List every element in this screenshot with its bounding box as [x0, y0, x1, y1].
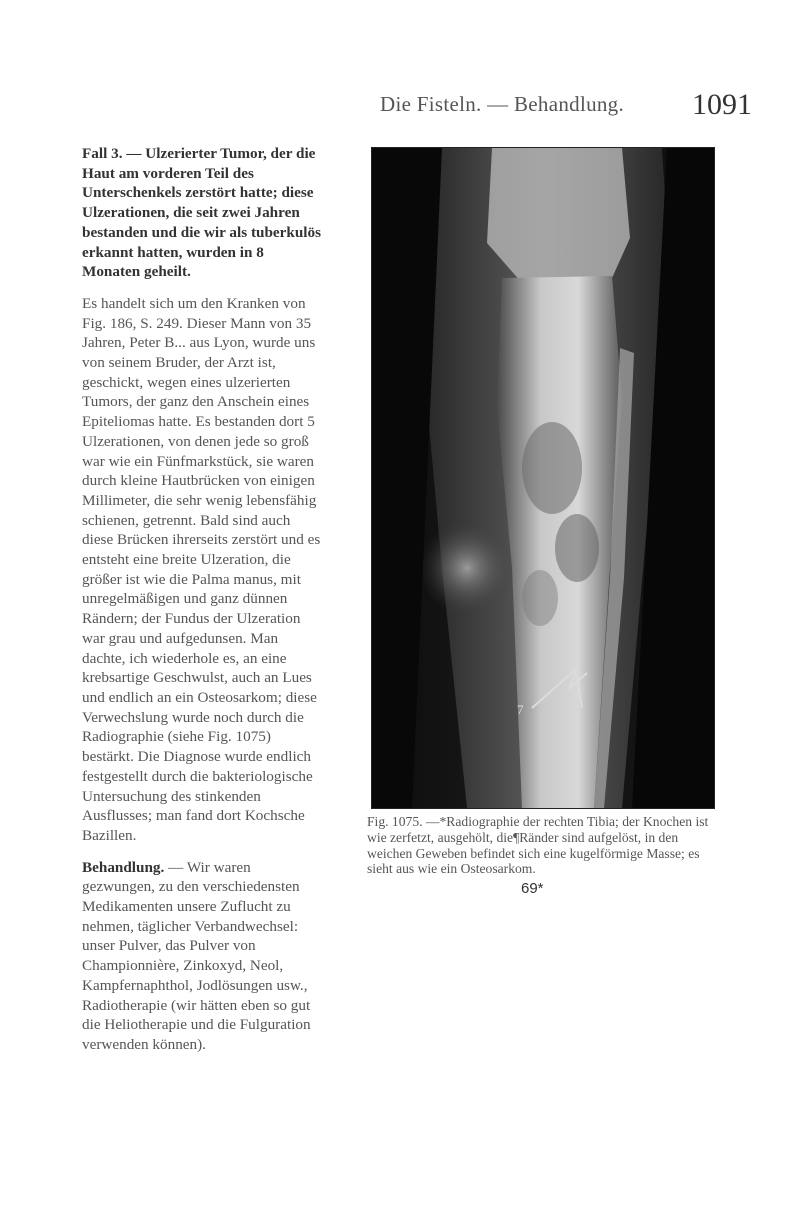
svg-text:7: 7 — [517, 702, 524, 717]
signature-mark: 69* — [521, 880, 544, 897]
treatment-heading: Behandlung. — [82, 858, 165, 876]
page-number: 1091 — [692, 88, 752, 121]
treatment-text: — Wir waren gezwungen, zu den verschiedensten Medikamenten unsere Zuflucht zu nehmen, täglicher Verbandwechsel: unser Pulver, das Pulver von Championnière, Zinkoxyd, Neol, Kampfernaphthol, Jodlösungen usw., Radiotherapie (wir hätten eben so gut die Heliotherapie und die Fulguration verwenden können). — [82, 858, 311, 1053]
figure-caption — [367, 814, 717, 877]
left-text-column — [82, 144, 322, 1067]
radiograph-image — [372, 148, 714, 808]
case-heading — [82, 144, 322, 282]
treatment-paragraph — [82, 858, 322, 1055]
figure-caption-text: Fig. 1075. —*Radiographie der rechten Tibia; der Knochen ist wie zerfetzt, ausgehölt, die¶Ränder sind aufgelöst, in den weichen Geweben befindet sich eine kugelförmige Masse; es sieht aus wie ein Osteosarkom. — [367, 814, 709, 877]
running-header — [0, 88, 800, 132]
case-heading-text: Fall 3. — Ulzerierter Tumor, der die Haut am vorderen Teil des Unterschenkels zerstört hatte; diese Ulzerationen, die seit zwei Jahren bestanden und die wir als tuberkulös erkannt hatten, wurden in 8 Monaten geheilt. — [82, 145, 321, 281]
case-paragraph: Es handelt sich um den Kranken von Fig. 186, S. 249. Dieser Mann von 35 Jahren, Peter B... aus Lyon, wurde uns von seinem Bruder, der Arzt ist, geschickt, wegen eines ulzerierten Tumors, der ganz den Anschein eines Epiteliomas hatte. Es bestanden dort 5 Ulzerationen, von denen jede so groß war wie ein Fünfmarkstück, sie waren durch kleine Hautbrücken von einigen Millimeter, die sehr wenig lebensfähig schienen, getrennt. Bald sind auch diese Brücken ihrerseits zerstört und es entsteht eine breite Ulzeration, die größer ist wie die Palma manus, mit unregelmäßigen und ganz dünnen Rändern; der Fundus der Ulzeration war grau und aufgedunsen. Man dachte, ich wiederhole es, an eine krebsartige Geschwulst, auch an Lues und endlich an ein Osteosarkom; diese Verwechslung wurde noch durch die Radiographie (siehe Fig. 1075) bestärkt. Die Diagnose wurde endlich festgestellt durch die bakteriologische Untersuchung des stinkenden Ausflusses; man fand dort Kochsche Bazillen. — [82, 294, 321, 844]
radiograph-figure — [371, 147, 715, 809]
running-title: Die Fisteln. — Behandlung. — [380, 92, 625, 116]
